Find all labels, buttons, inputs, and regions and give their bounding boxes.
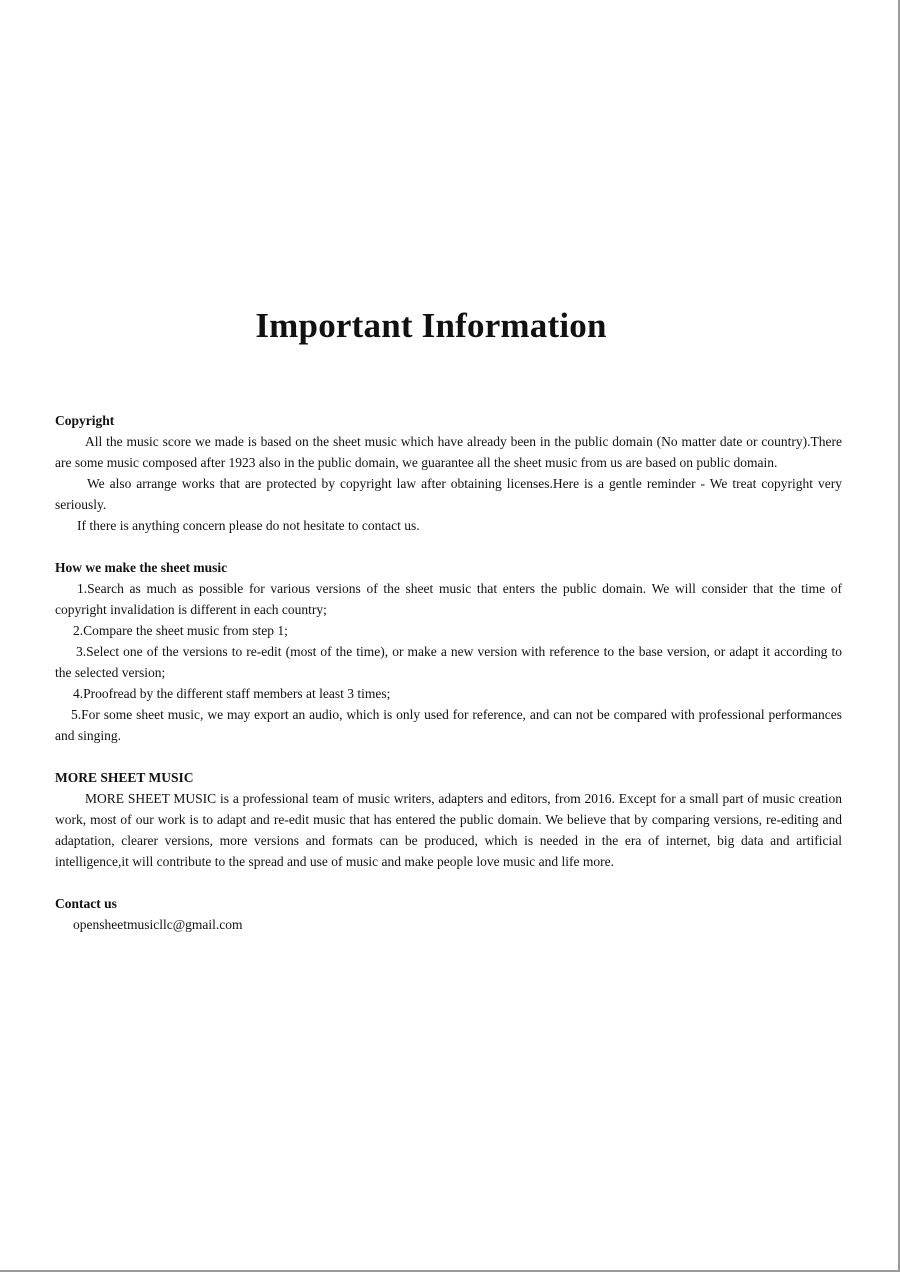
more-section	[55, 767, 842, 872]
copyright-section	[55, 410, 842, 536]
copyright-paragraph-2: We also arrange works that are protected by copyright law after obtaining licenses.Here is a gentle reminder - We treat copyright very seriously.	[55, 476, 842, 512]
contact-section	[55, 893, 842, 935]
how-step-5: 5.For some sheet music, we may export an audio, which is only used for reference, and can not be compared with professional performances and singing.	[55, 707, 842, 743]
more-paragraph: MORE SHEET MUSIC is a professional team of music writers, adapters and editors, from 2016. Except for a small part of music creation work, most of our work is to adapt and re-edit music that has entered the public domain. We believe that by comparing versions, re-editing and adaptation, clearer versions, more versions and formats can be produced, which is needed in the era of internet, big data and artificial intelligence,it will contribute to the spread and use of music and make people love music and life more.	[55, 791, 842, 869]
copyright-paragraph-1: All the music score we made is based on the sheet music which have already been in the public domain (No matter date or country).There are some music composed after 1923 also in the public domain, we guarantee all the sheet music from us are based on public domain.	[55, 434, 842, 470]
copyright-heading: Copyright	[55, 413, 115, 428]
how-heading: How we make the sheet music	[55, 560, 228, 575]
how-section	[55, 557, 842, 746]
page-title: Important Information	[255, 306, 607, 345]
how-step-1: 1.Search as much as possible for various versions of the sheet music that enters the public domain. We will consider that the time of copyright invalidation is different in each country;	[55, 581, 842, 617]
contact-heading: Contact us	[55, 896, 117, 911]
document-body	[55, 410, 842, 956]
contact-email[interactable]: opensheetmusicllc@gmail.com	[73, 917, 243, 932]
more-heading: MORE SHEET MUSIC	[55, 770, 194, 785]
how-step-2: 2.Compare the sheet music from step 1;	[73, 623, 288, 638]
how-step-4: 4.Proofread by the different staff members at least 3 times;	[73, 686, 391, 701]
copyright-paragraph-3: If there is anything concern please do not hesitate to contact us.	[77, 518, 420, 533]
how-step-3: 3.Select one of the versions to re-edit (most of the time), or make a new version with reference to the base version, or adapt it according to the selected version;	[55, 644, 842, 680]
